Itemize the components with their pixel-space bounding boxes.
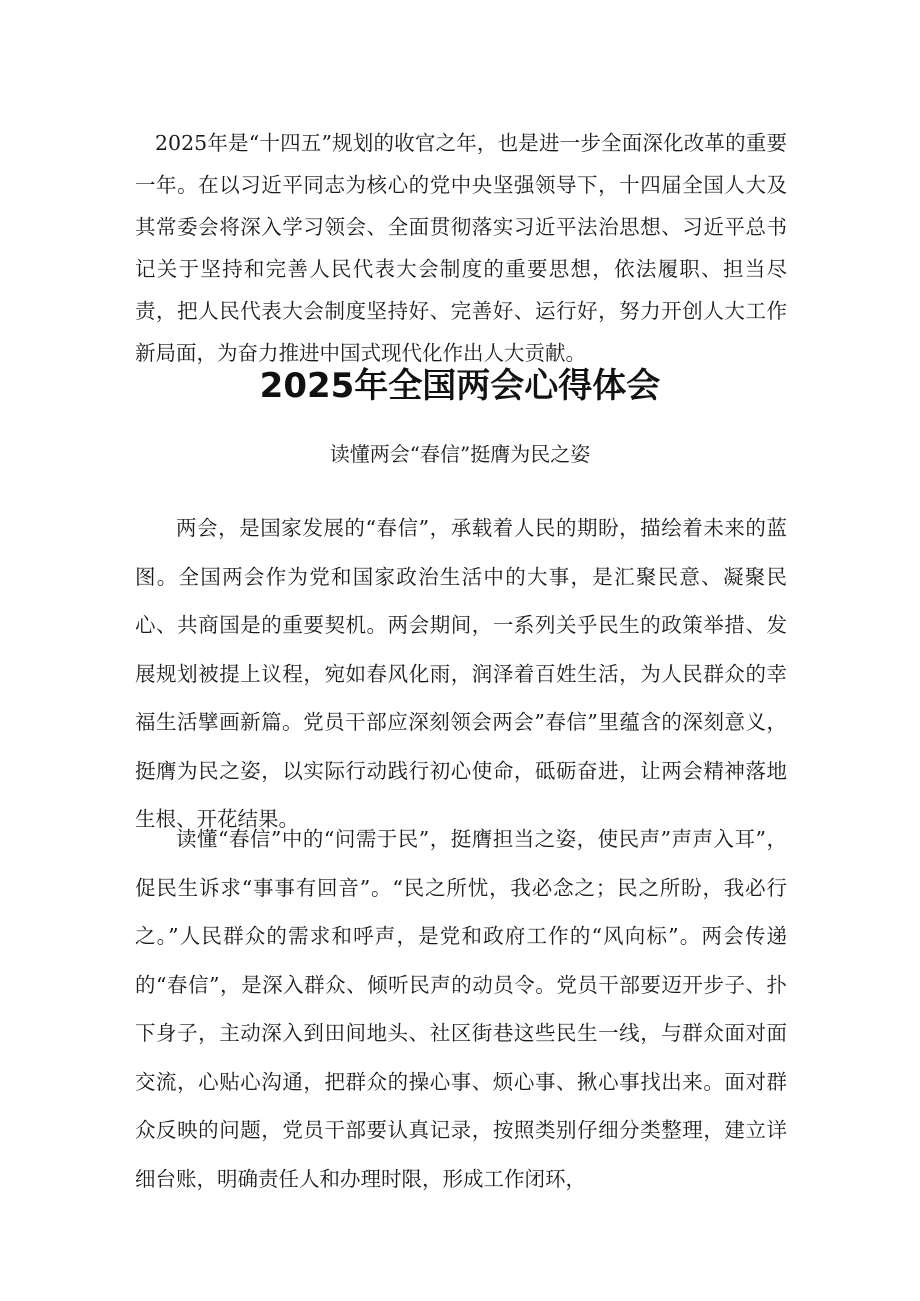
page-title: 2025年全国两会心得体会 xyxy=(259,366,661,406)
body-paragraph-2: 读懂“春信”中的“问需于民”，挺膺担当之姿，使民声”声声入耳”，促民生诉求“事事有回音”。“民之所忧，我必念之；民之所盼，我必行之。”人民群众的需求和呼声，是党和政府工作的“风向标”。两会传递的“春信”，是深入群众、倾听民声的动员令。党员干部要迈开步子、扑下身子，主动深入到田间地头、社区街巷这些民生一线，与群众面对面交流，心贴心沟通，把群众的操心事、烦心事、揪心事找出来。面对群众反映的问题，党员干部要认真记录，按照类别仔细分类整理，建立详细台账，明确责任人和办理时限，形成工作闭环， xyxy=(135,827,787,1191)
body-paragraph-1: 两会，是国家发展的“春信”，承载着人民的期盼，描绘着未来的蓝图。全国两会作为党和国家政治生活中的大事，是汇聚民意、凝聚民心、共商国是的重要契机。两会期间，一系列关乎民生的政策举措、发展规划被提上议程，宛如春风化雨，润泽着百姓生活，为人民群众的幸福生活擘画新篇。党员干部应深刻领会两会”春信”里蕴含的深刻意义，挺膺为民之姿，以实际行动践行初心使命，砥砺奋进，让两会精神落地生根、开花结果。 xyxy=(135,516,787,831)
page-subtitle: 读懂两会“春信”挺膺为民之姿 xyxy=(329,442,591,466)
intro-paragraph: 2025年是“十四五”规划的收官之年，也是进一步全面深化改革的重要一年。在以习近平同志为核心的党中央坚强领导下，十四届全国人大及其常委会将深入学习领会、全面贯彻落实习近平法治思想、习近平总书记关于坚持和完善人民代表大会制度的重要思想，依法履职、担当尽责，把人民代表大会制度坚持好、完善好、运行好，努力开创人大工作新局面，为奋力推进中国式现代化作出人大贡献。 xyxy=(135,131,787,365)
